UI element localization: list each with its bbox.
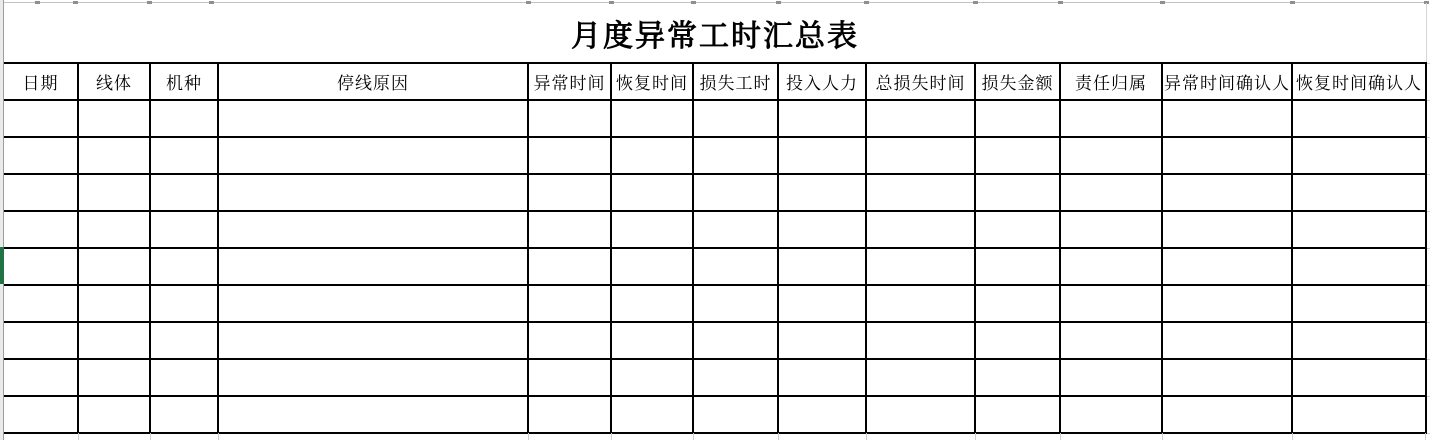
active-cell-indicator (0, 247, 4, 284)
table-cell[interactable] (611, 248, 693, 285)
table-cell[interactable] (866, 174, 975, 211)
table-cell[interactable] (78, 248, 150, 285)
table-row (4, 396, 1426, 433)
table-cell[interactable] (218, 211, 528, 248)
table-cell[interactable] (975, 248, 1060, 285)
table-cell[interactable] (150, 211, 218, 248)
table-cell[interactable] (1162, 285, 1292, 322)
table-cell[interactable] (866, 285, 975, 322)
table-cell[interactable] (528, 396, 611, 433)
table-cell[interactable] (693, 137, 778, 174)
table-cell[interactable] (218, 322, 528, 359)
table-cell[interactable] (866, 137, 975, 174)
table-cell[interactable] (4, 137, 78, 174)
table-cell[interactable] (528, 285, 611, 322)
table-cell[interactable] (975, 211, 1060, 248)
table-cell[interactable] (218, 285, 528, 322)
table-cell[interactable] (693, 211, 778, 248)
table-cell[interactable] (4, 174, 78, 211)
table-cell[interactable] (611, 137, 693, 174)
table-cell[interactable] (778, 322, 866, 359)
table-cell[interactable] (778, 248, 866, 285)
table-cell[interactable] (150, 322, 218, 359)
table-cell[interactable] (611, 211, 693, 248)
table-cell[interactable] (78, 396, 150, 433)
table-cell[interactable] (1292, 359, 1426, 396)
table-cell[interactable] (150, 359, 218, 396)
table-cell[interactable] (528, 174, 611, 211)
table-row (4, 248, 1426, 285)
table-cell[interactable] (1060, 248, 1162, 285)
table-cell[interactable] (218, 396, 528, 433)
column-header-total-lost-time[interactable]: 总损失时间 (866, 63, 975, 100)
table-cell[interactable] (1060, 359, 1162, 396)
table-cell[interactable] (4, 100, 78, 137)
table-cell[interactable] (778, 211, 866, 248)
table-cell[interactable] (611, 100, 693, 137)
table-cell[interactable] (975, 396, 1060, 433)
column-header-recovery-time[interactable]: 恢复时间 (611, 63, 693, 100)
table-cell[interactable] (611, 396, 693, 433)
table-cell[interactable] (1292, 285, 1426, 322)
table-cell[interactable] (693, 359, 778, 396)
table-cell[interactable] (1162, 359, 1292, 396)
table-cell[interactable] (150, 285, 218, 322)
table-cell[interactable] (78, 322, 150, 359)
table-cell[interactable] (611, 359, 693, 396)
table-row (4, 359, 1426, 396)
table-cell[interactable] (1162, 211, 1292, 248)
table-cell[interactable] (1292, 100, 1426, 137)
table-cell[interactable] (1292, 174, 1426, 211)
table-cell[interactable] (778, 359, 866, 396)
column-header-abnormal-time[interactable]: 异常时间 (528, 63, 611, 100)
table-cell[interactable] (778, 174, 866, 211)
table-cell[interactable] (1292, 211, 1426, 248)
table-cell[interactable] (693, 248, 778, 285)
table-cell[interactable] (218, 137, 528, 174)
table-cell[interactable] (1060, 137, 1162, 174)
table-cell[interactable] (528, 322, 611, 359)
table-cell[interactable] (975, 322, 1060, 359)
table-cell[interactable] (1060, 174, 1162, 211)
table-cell[interactable] (975, 100, 1060, 137)
table-cell[interactable] (528, 248, 611, 285)
summary-table (4, 62, 1427, 434)
table-cell[interactable] (1060, 211, 1162, 248)
table-cell[interactable] (150, 248, 218, 285)
table-cell[interactable] (778, 396, 866, 433)
table-cell[interactable] (1162, 174, 1292, 211)
table-cell[interactable] (778, 137, 866, 174)
table-cell[interactable] (1162, 396, 1292, 433)
table-cell[interactable] (1060, 396, 1162, 433)
table-cell[interactable] (693, 285, 778, 322)
column-header-date[interactable]: 日期 (4, 63, 78, 100)
table-cell[interactable] (78, 359, 150, 396)
table-cell[interactable] (218, 359, 528, 396)
table-cell[interactable] (1292, 396, 1426, 433)
table-row (4, 211, 1426, 248)
column-header-manpower[interactable]: 投入人力 (778, 63, 866, 100)
table-cell[interactable] (611, 174, 693, 211)
table-cell[interactable] (778, 285, 866, 322)
table-cell[interactable] (693, 322, 778, 359)
column-header-responsibility[interactable]: 责任归属 (1060, 63, 1162, 100)
table-cell[interactable] (693, 100, 778, 137)
column-header-loss-amount[interactable]: 损失金额 (975, 63, 1060, 100)
column-header-model[interactable]: 机种 (150, 63, 218, 100)
table-cell[interactable] (4, 211, 78, 248)
table-cell[interactable] (1060, 285, 1162, 322)
table-row (4, 285, 1426, 322)
table-cell[interactable] (866, 359, 975, 396)
table-cell[interactable] (693, 396, 778, 433)
table-cell[interactable] (4, 359, 78, 396)
table-cell[interactable] (1162, 100, 1292, 137)
table-cell[interactable] (1060, 322, 1162, 359)
table-cell[interactable] (1292, 322, 1426, 359)
table-cell[interactable] (150, 137, 218, 174)
table-cell[interactable] (78, 211, 150, 248)
table-cell[interactable] (1162, 248, 1292, 285)
table-cell[interactable] (4, 322, 78, 359)
page-title: 月度异常工时汇总表 (571, 20, 859, 53)
table-cell[interactable] (78, 137, 150, 174)
table-cell[interactable] (693, 174, 778, 211)
header-row (4, 63, 1426, 100)
table-cell[interactable] (975, 137, 1060, 174)
table-cell[interactable] (975, 359, 1060, 396)
table-cell[interactable] (150, 100, 218, 137)
table-cell[interactable] (975, 174, 1060, 211)
table-cell[interactable] (528, 100, 611, 137)
sheet-top-gridline (0, 2, 1427, 3)
column-header-recovery-time-confirmer[interactable]: 恢复时间确认人 (1292, 63, 1426, 100)
table-cell[interactable] (78, 100, 150, 137)
table-cell[interactable] (1162, 137, 1292, 174)
table-cell[interactable] (866, 100, 975, 137)
table-cell[interactable] (528, 211, 611, 248)
table-cell[interactable] (218, 248, 528, 285)
table-cell[interactable] (1162, 322, 1292, 359)
table-cell[interactable] (78, 285, 150, 322)
table-cell[interactable] (866, 211, 975, 248)
table-cell[interactable] (528, 137, 611, 174)
table-row (4, 322, 1426, 359)
table-cell[interactable] (611, 285, 693, 322)
table-cell[interactable] (866, 396, 975, 433)
table-row (4, 137, 1426, 174)
table-cell[interactable] (1292, 137, 1426, 174)
table-cell[interactable] (4, 285, 78, 322)
column-header-line[interactable]: 线体 (78, 63, 150, 100)
column-header-stop-reason[interactable]: 停线原因 (218, 63, 528, 100)
table-cell[interactable] (866, 248, 975, 285)
table-row (4, 100, 1426, 137)
table-cell[interactable] (975, 285, 1060, 322)
table-cell[interactable] (528, 359, 611, 396)
table-cell[interactable] (1060, 100, 1162, 137)
table-cell[interactable] (4, 396, 78, 433)
table-cell[interactable] (218, 174, 528, 211)
column-header-abnormal-time-confirmer[interactable]: 异常时间确认人 (1162, 63, 1292, 100)
title-cell[interactable] (4, 4, 1426, 62)
table-cell[interactable] (778, 100, 866, 137)
table-cell[interactable] (4, 248, 78, 285)
table-cell[interactable] (1292, 248, 1426, 285)
table-cell[interactable] (150, 174, 218, 211)
table-cell[interactable] (218, 100, 528, 137)
table-cell[interactable] (150, 396, 218, 433)
table-cell[interactable] (866, 322, 975, 359)
table-cell[interactable] (78, 174, 150, 211)
table-cell[interactable] (611, 322, 693, 359)
sheet-right-gridline (1426, 3, 1427, 62)
table-row (4, 174, 1426, 211)
column-header-lost-work-hours[interactable]: 损失工时 (693, 63, 778, 100)
